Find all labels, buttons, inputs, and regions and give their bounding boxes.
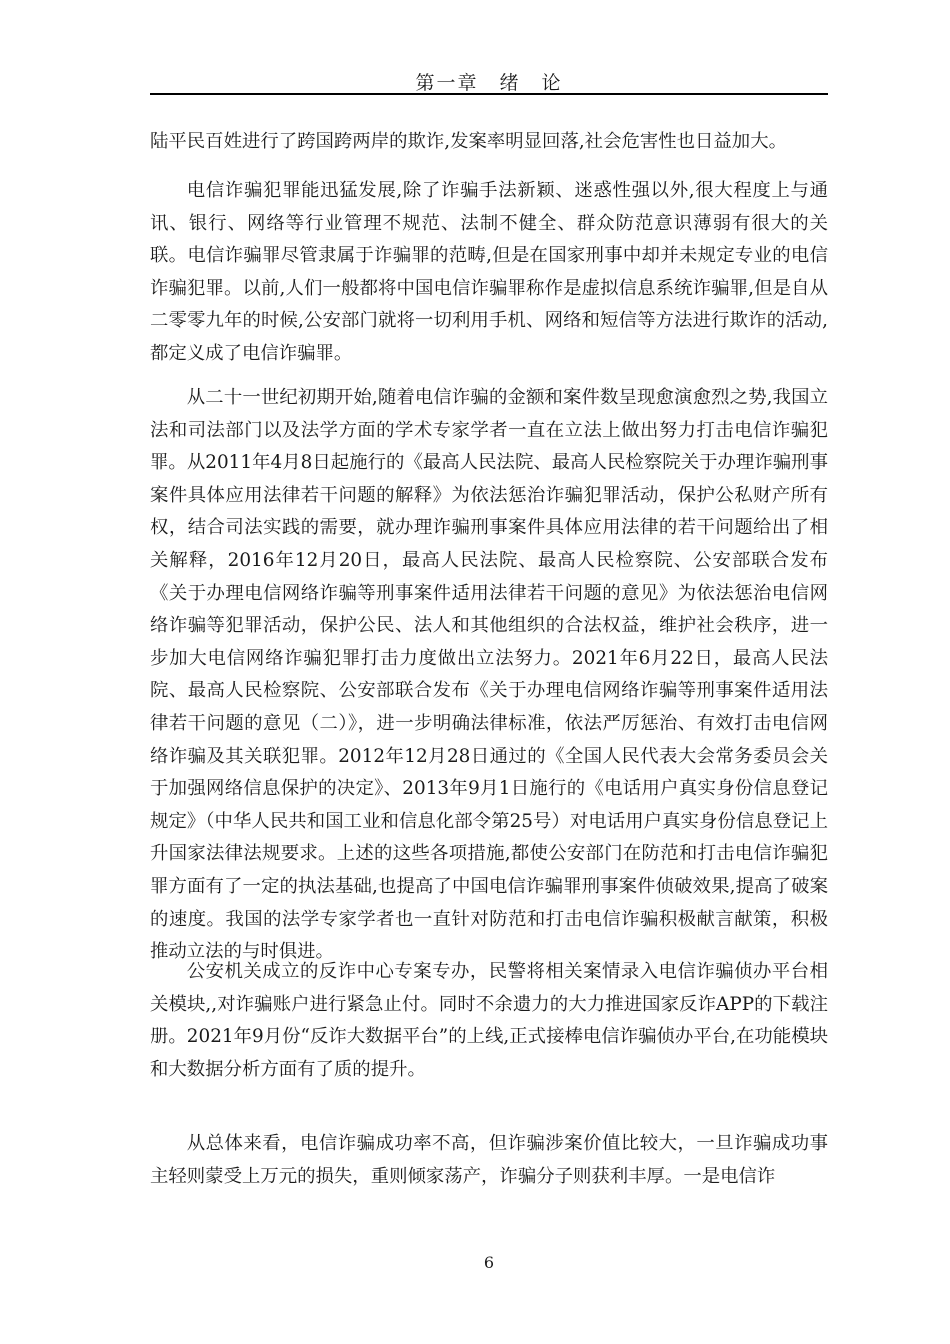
- paragraph: 电信诈骗犯罪能迅猛发展,除了诈骗手法新颖、迷惑性强以外,很大程度上与通讯、银行、网络等行业管理不规范、法制不健全、群众防范意识薄弱有很大的关联。电信诈骗罪尽管隶属于诈骗罪的范畴,但是在国家刑事中却并未规定专业的电信诈骗犯罪。以前,人们一般都将中国电信诈骗罪称作是虚拟信息系统诈骗罪,但是自从二零零九年的时候,公安部门就将一切利用手机、网络和短信等方法进行欺诈的活动,都定义成了电信诈骗罪。: [150, 180, 828, 364]
- paragraph-continued: 陆平民百姓进行了跨国跨两岸的欺诈,发案率明显回落,社会危害性也日益加大。: [150, 131, 787, 152]
- paragraph: 从总体来看，电信诈骗成功率不高，但诈骗涉案价值比较大，一旦诈骗成功事主轻则蒙受上万元的损失，重则倾家荡产，诈骗分子则获利丰厚。一是电信诈: [150, 1133, 828, 1187]
- chapter-header: 第一章 绪 论: [415, 72, 563, 94]
- paragraph: 公安机关成立的反诈中心专案专办，民警将相关案情录入电信诈骗侦办平台相关模块,,对诈骗账户进行紧急止付。同时不余遗力的大力推进国家反诈APP的下载注册。2021年9月份“反诈大数据平台”的上线,正式接棒电信诈骗侦办平台,在功能模块和大数据分析方面有了质的提升。: [150, 961, 828, 1080]
- page-number: 6: [483, 1253, 495, 1272]
- paragraph: 从二十一世纪初期开始,随着电信诈骗的金额和案件数呈现愈演愈烈之势,我国立法和司法部门以及法学方面的学术专家学者一直在立法上做出努力打击电信诈骗犯罪。从2011年4月8日起施行的《最高人民法院、最高人民检察院关于办理诈骗刑事案件具体应用法律若干问题的解释》为依法惩治诈骗犯罪活动，保护公私财产所有权，结合司法实践的需要，就办理诈骗刑事案件具体应用法律的若干问题给出了相关解释，2016年12月20日，最高人民法院、最高人民检察院、公安部联合发布《关于办理电信网络诈骗等刑事案件适用法律若干问题的意见》为依法惩治电信网络诈骗等犯罪活动，保护公民、法人和其他组织的合法权益，维护社会秩序，进一步加大电信网络诈骗犯罪打击力度做出立法努力。2021年6月22日，最高人民法院、最高人民检察院、公安部联合发布《关于办理电信网络诈骗等刑事案件适用法律若干问题的意见（二）》，进一步明确法律标准，依法严厉惩治、有效打击电信网络诈骗及其关联犯罪。2012年12月28日通过的《全国人民代表大会常务委员会关于加强网络信息保护的决定》、2013年9月1日施行的《电话用户真实身份信息登记规定》（中华人民共和国工业和信息化部令第25号）对电话用户真实身份信息登记上升国家法律法规要求。上述的这些各项措施,都使公安部门在防范和打击电信诈骗犯罪方面有了一定的执法基础,也提高了中国电信诈骗罪刑事案件侦破效果,提高了破案的速度。我国的法学专家学者也一直针对防范和打击电信诈骗积极献言献策，积极推动立法的与时俱进。: [150, 387, 828, 963]
- header-rule: [150, 93, 828, 95]
